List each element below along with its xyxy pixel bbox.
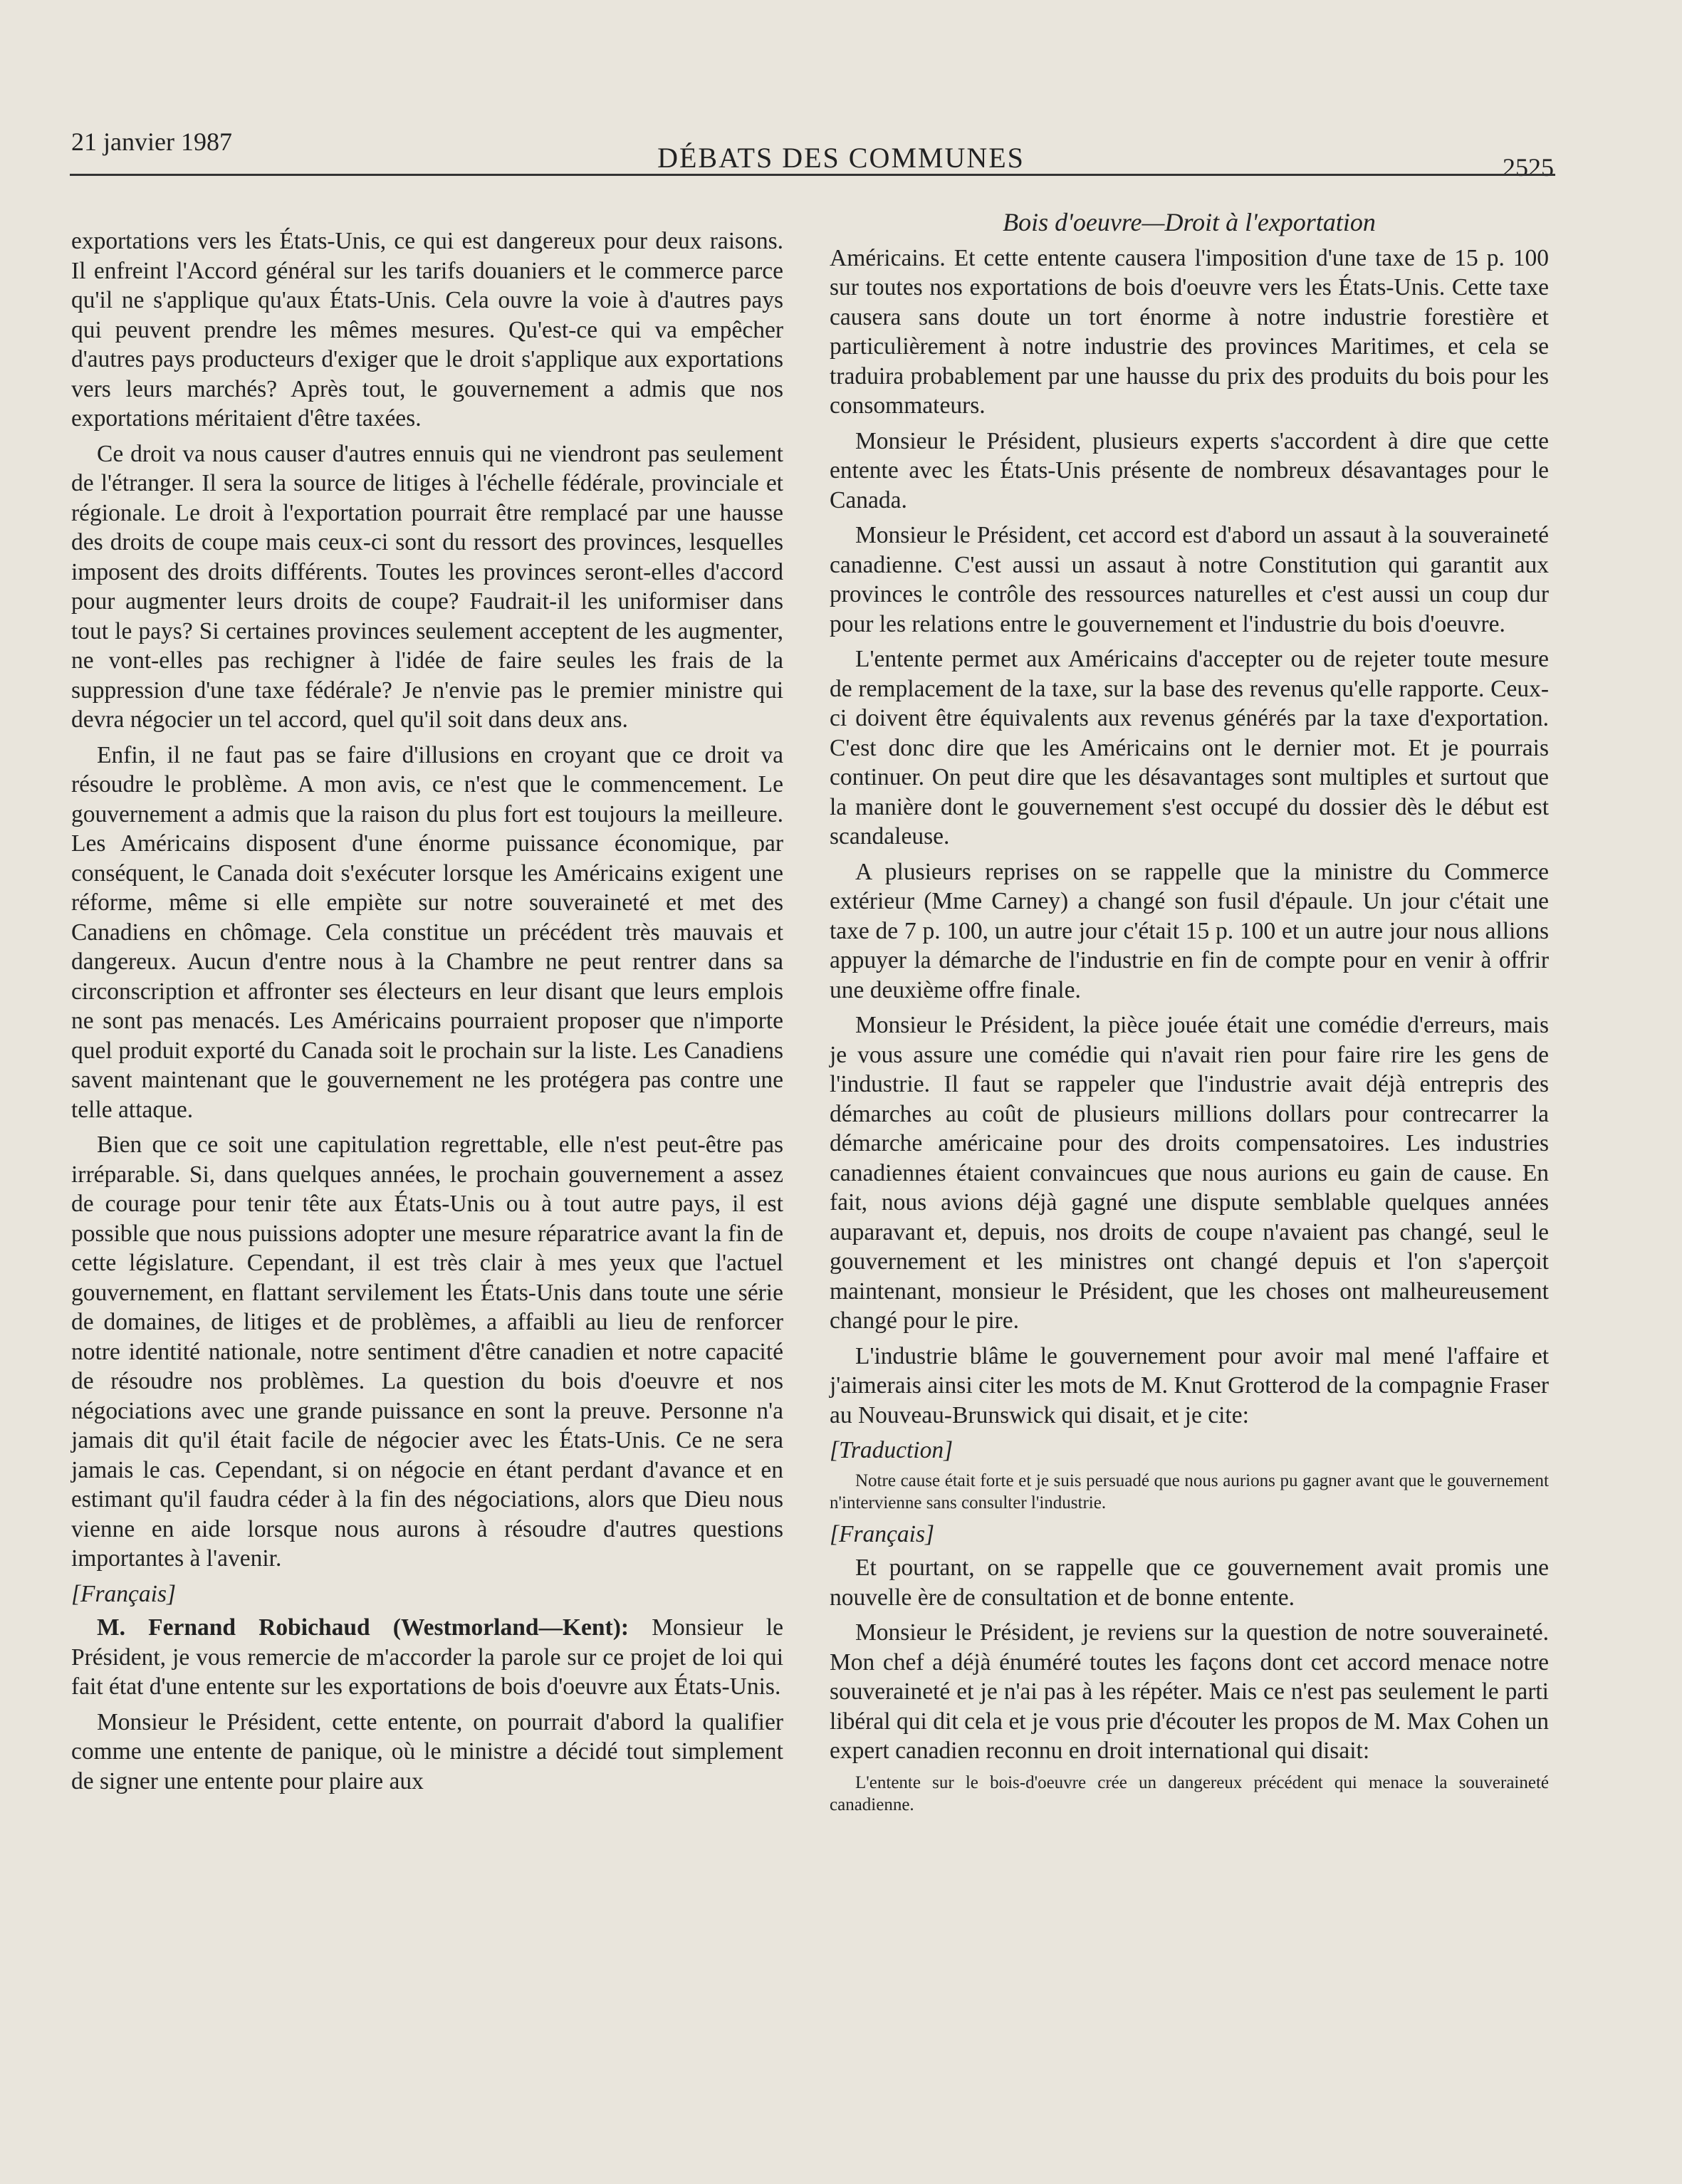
- paragraph: A plusieurs reprises on se rappelle que la ministre du Commerce extérieur (Mme Carney) a changé son fusil d'épaule. Un jour c'était une taxe de 7 p. 100, un autre jour c'était 15 p. 100 et un autre jour nous allions appuyer la démarche de l'industrie en fin de compte pour en venir à offrir une deuxième offre finale.: [830, 858, 1549, 1003]
- block-quote: Notre cause était forte et je suis persuadé que nous aurions pu gagner avant que le gouvernement n'intervienne sans consulter l'industrie.: [830, 1470, 1549, 1512]
- header-title: DÉBATS DES COMMUNES: [657, 142, 1025, 174]
- page-number: 2525: [1503, 153, 1554, 182]
- language-marker: [Français]: [830, 1520, 935, 1547]
- paragraph: Monsieur le Président, cet accord est d'abord un assaut à la souveraineté canadienne. C'est aussi un assaut à notre Constitution qui garantit aux provinces le contrôle des ressources naturelles et c'est aussi un coup dur pour les relations entre le gouvernement et l'industrie du bois d'oeuvre.: [830, 522, 1549, 637]
- paragraph: Américains. Et cette entente causera l'imposition d'une taxe de 15 p. 100 sur toutes nos exportations de bois d'oeuvre vers les États-Unis. Cette taxe causera sans doute un tort énorme à notre industrie forestière et particulièrement à notre industrie des provinces Maritimes, et cela se traduira probablement par une hausse du prix des produits du bois pour les consommateurs.: [830, 244, 1549, 419]
- block-quote: L'entente sur le bois-d'oeuvre crée un dangereux précédent qui menace la souveraineté canadienne.: [830, 1772, 1549, 1814]
- paragraph: Enfin, il ne faut pas se faire d'illusions en croyant que ce droit va résoudre le problème. A mon avis, ce n'est que le commencement. Le gouvernement a admis que la raison du plus fort est toujours la meilleure. Les Américains disposent d'une énorme puissance économique, par conséquent, le Canada doit s'exécuter lorsque les Américains exigent une réforme, même si elle empiète sur notre souveraineté et met des Canadiens en chômage. Cela constitue un précédent très mauvais et dangereux. Aucun d'entre nous à la Chambre ne peut rentrer dans sa circonscription et affronter ses électeurs en leur disant que leurs emplois ne sont pas menacés. Les Américains pourraient proposer que n'importe quel produit exporté du Canada soit le prochain sur la liste. Les Canadiens savent maintenant que le gouvernement ne les protégera pas contre une telle attaque.: [71, 741, 783, 1123]
- paragraph: Monsieur le Président, cette entente, on pourrait d'abord la qualifier comme une entente de panique, où le ministre a décidé tout simplement de signer une entente pour plaire aux: [71, 1708, 783, 1794]
- paragraph: Bien que ce soit une capitulation regrettable, elle n'est peut-être pas irréparable. Si, dans quelques années, le prochain gouvernement a assez de courage pour tenir tête aux États-Unis ou à tout autre pays, il est possible que nous puissions adopter une mesure réparatrice avant la fin de cette législature. Cependant, il est très clair à mes yeux que l'actuel gouvernement, en flattant servilement les États-Unis dans toute une série de domaines, de litiges et de problèmes, a affaibli au lieu de renforcer notre identité nationale, notre sentiment d'être canadien et notre capacité de résoudre nos problèmes. La question du bois d'oeuvre et nos négociations avec une grande puissance en sont la preuve. Personne n'a jamais dit qu'il était facile de négocier avec les États-Unis. Ce ne sera jamais le cas. Cependant, si on négocie en étant perdant d'avance et en estimant qu'il faudra céder à la fin des négociations, alors que Dieu nous vienne en aide lorsque nous aurons à résoudre d'autres questions importantes à l'avenir.: [71, 1132, 783, 1572]
- paragraph: Monsieur le Président, plusieurs experts s'accordent à dire que cette entente avec les États-Unis présente de nombreux désavantages pour le Canada.: [830, 427, 1549, 513]
- paragraph: L'industrie blâme le gouvernement pour avoir mal mené l'affaire et j'aimerais ainsi citer les mots de M. Knut Grotterod de la compagnie Fraser au Nouveau-Brunswick qui disait, et je cite:: [830, 1342, 1549, 1428]
- speaker-name: M. Fernand Robichaud (Westmorland—Kent):: [97, 1614, 630, 1641]
- speaker-paragraph: [71, 1613, 783, 1702]
- header-date: 21 janvier 1987: [71, 127, 232, 156]
- language-marker: [Traduction]: [830, 1437, 954, 1463]
- paragraph: Monsieur le Président, je reviens sur la question de notre souveraineté. Mon chef a déjà énuméré toutes les façons dont cet accord menace notre souveraineté et je n'ai pas à les répéter. Mais ce n'est pas seulement le parti libéral qui dit cela et je vous prie d'écouter les propos de M. Max Cohen un expert canadien reconnu en droit international qui disait:: [830, 1619, 1549, 1764]
- paragraph: Ce droit va nous causer d'autres ennuis qui ne viendront pas seulement de l'étranger. Il sera la source de litiges à l'échelle fédérale, provinciale et régionale. Le droit à l'exportation pourrait être remplacé par une hausse des droits de coupe mais ceux-ci sont du ressort des provinces, lesquelles imposent des droits différents. Toutes les provinces seront-elles d'accord pour augmenter leurs droits de coupe? Faudrait-il les uniformiser dans tout le pays? Si certaines provinces seulement acceptent de les augmenter, ne vont-elles pas rechigner à l'idée de faire seules les frais de la suppression d'une taxe fédérale? Je n'envie pas le premier ministre qui devra négocier un tel accord, quel qu'il soit dans deux ans.: [71, 440, 783, 733]
- left-column: [71, 226, 783, 1802]
- running-head: Bois d'oeuvre—Droit à l'exportation: [1003, 208, 1376, 236]
- header-rule: [70, 174, 1555, 176]
- language-marker: [Français]: [71, 1580, 177, 1607]
- paragraph: L'entente permet aux Américains d'accepter ou de rejeter toute mesure de remplacement de la taxe, sur la base des revenus qu'elle rapporte. Ceux-ci doivent être équivalents aux revenus générés par la taxe d'exportation. C'est donc dire que les Américains ont le dernier mot. Et je pourrais continuer. On peut dire que les désavantages sont multiples et surtout que la manière dont le gouvernement s'est occupé du dossier dès le début est scandaleuse.: [830, 646, 1549, 850]
- paragraph: Monsieur le Président, la pièce jouée était une comédie d'erreurs, mais je vous assure une comédie qui n'avait rien pour faire rire les gens de l'industrie. Il faut se rappeler que l'industrie avait déjà entrepris des démarches au coût de plusieurs millions dollars pour contrecarrer la démarche américaine pour des droits compensatoires. Les industries canadiennes étaient convaincues que nous aurions eu gain de cause. En fait, nous avions déjà gagné une dispute semblable quelques années auparavant et, depuis, nos droits de coupe n'avaient pas changé, seul le gouvernement et les ministres ont changé depuis et l'on s'aperçoit maintenant, monsieur le Président, que les choses ont malheureusement changé pour le pire.: [830, 1012, 1549, 1334]
- paragraph: Et pourtant, on se rappelle que ce gouvernement avait promis une nouvelle ère de consultation et de bonne entente.: [830, 1555, 1549, 1611]
- paragraph: exportations vers les États-Unis, ce qui est dangereux pour deux raisons. Il enfreint l'Accord général sur les tarifs douaniers et le commerce parce qu'il ne s'applique qu'aux États-Unis. Cela ouvre la voie à d'autres pays qui peuvent prendre les mêmes mesures. Qu'est-ce qui va empêcher d'autres pays producteurs d'exiger que le droit s'applique aux exportations vers leurs marchés? Après tout, le gouvernement a admis que nos exportations méritaient d'être taxées.: [71, 228, 783, 432]
- right-column: [830, 208, 1549, 1822]
- speech-text: Monsieur le Président, je vous remercie de m'accorder la parole sur ce projet de loi qui fait état d'une entente sur les exportations de bois d'oeuvre aux États-Unis.: [71, 1614, 783, 1700]
